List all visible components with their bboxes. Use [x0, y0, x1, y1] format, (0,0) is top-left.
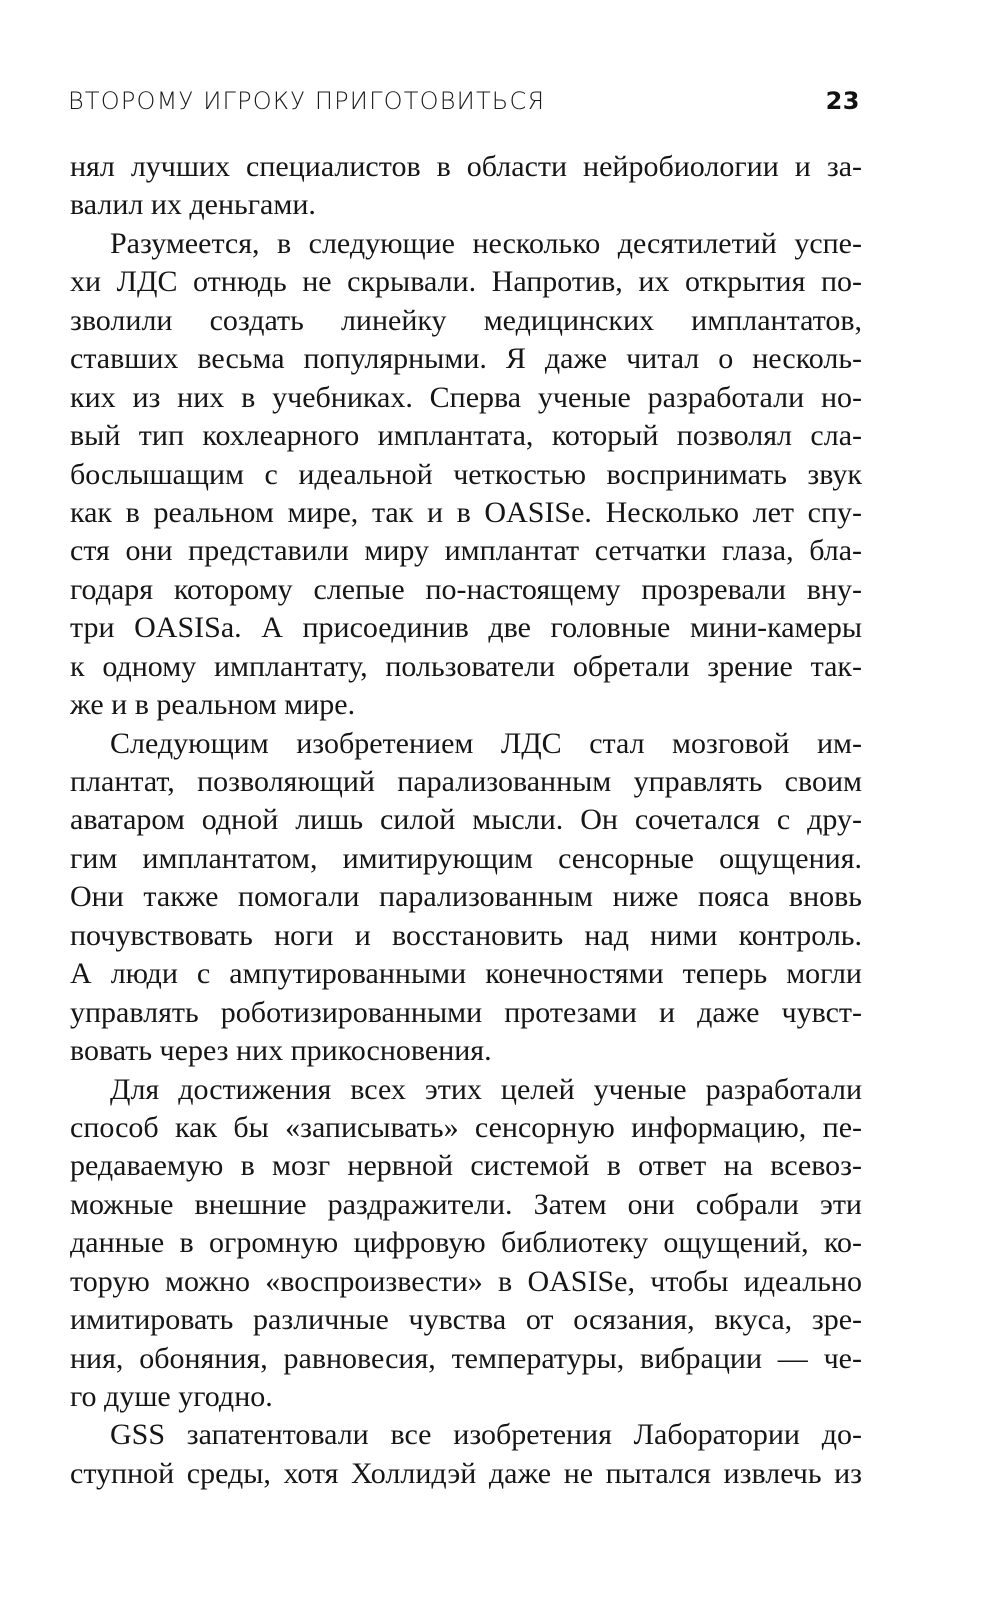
text-line: зволили создать линейку медицинских имплантатов, — [70, 303, 862, 337]
text-line: данные в огромную цифровую библиотеку ощущений, ко- — [70, 1226, 862, 1260]
text-line: GSS запатентовали все изобретения Лаборатории до- — [110, 1418, 862, 1452]
text-line: го душе угодно. — [70, 1380, 273, 1413]
text-line: валил их деньгами. — [70, 188, 316, 222]
page-number: 23 — [825, 87, 860, 115]
text-line: имитировать различные чувства от осязания, вкуса, зре- — [70, 1303, 862, 1337]
text-line: к одному имплантату, пользователи обретали зрение так- — [70, 649, 862, 683]
text-line: стя они представили миру имплантат сетчатки глаза, бла- — [70, 534, 862, 568]
text-line: Разумеется, в следующие несколько десятилетий успе- — [110, 226, 862, 260]
text-line: управлять роботизированными протезами и даже чувст- — [70, 995, 862, 1029]
text-line: Для достижения всех этих целей ученые разработали — [110, 1072, 862, 1106]
running-title: ВТОРОМУ ИГРОКУ ПРИГОТОВИТЬСЯ — [68, 87, 546, 115]
text-line: нял лучших специалистов в области нейробиологии и за- — [70, 150, 862, 183]
text-line: гим имплантатом, имитирующим сенсорные ощущения. — [70, 841, 862, 875]
text-line: можные внешние раздражители. Затем они собрали эти — [70, 1187, 862, 1221]
body-text — [70, 148, 862, 1493]
text-line: хи ЛДС отнюдь не скрывали. Напротив, их открытия по- — [70, 265, 862, 299]
text-line: три OASISa. А присоединив две головные мини-камеры — [70, 611, 862, 645]
text-line: ких из них в учебниках. Сперва ученые разработали но- — [70, 380, 862, 414]
text-line: вый тип кохлеарного имплантата, который позволял сла- — [70, 419, 862, 453]
text-line: бослышащим с идеальной четкостью воспринимать звук — [70, 457, 862, 491]
text-line: почувствовать ноги и восстановить над ними контроль. — [70, 918, 862, 952]
text-line: Следующим изобретением ЛДС стал мозговой им- — [110, 726, 862, 760]
text-line: редаваемую в мозг нервной системой в ответ на всевоз- — [70, 1149, 862, 1183]
text-line: годаря которому слепые по-настоящему прозревали вну- — [70, 572, 862, 606]
text-line: ния, обоняния, равновесия, температуры, вибрации — че- — [70, 1341, 862, 1375]
text-line: А люди с ампутированными конечностями теперь могли — [70, 957, 862, 991]
text-line: вовать через них прикосновения. — [70, 1034, 492, 1068]
text-line: ступной среды, хотя Холлидэй даже не пытался извлечь из — [70, 1456, 862, 1490]
text-line: аватаром одной лишь силой мысли. Он сочетался с дру- — [70, 803, 862, 837]
text-line: плантат, позволяющий парализованным управлять своим — [70, 765, 862, 798]
text-line: торую можно «воспроизвести» в OASISe, чтобы идеально — [70, 1264, 862, 1298]
text-line: способ как бы «записывать» сенсорную информацию, пе- — [70, 1110, 862, 1144]
text-line: как в реальном мире, так и в OASISe. Несколько лет спу- — [70, 495, 862, 529]
text-line: Они также помогали парализованным ниже пояса вновь — [70, 880, 862, 914]
text-line: ставших весьма популярными. Я даже читал о несколь- — [70, 342, 862, 376]
running-head — [68, 84, 860, 118]
text-line: же и в реальном мире. — [70, 688, 356, 722]
